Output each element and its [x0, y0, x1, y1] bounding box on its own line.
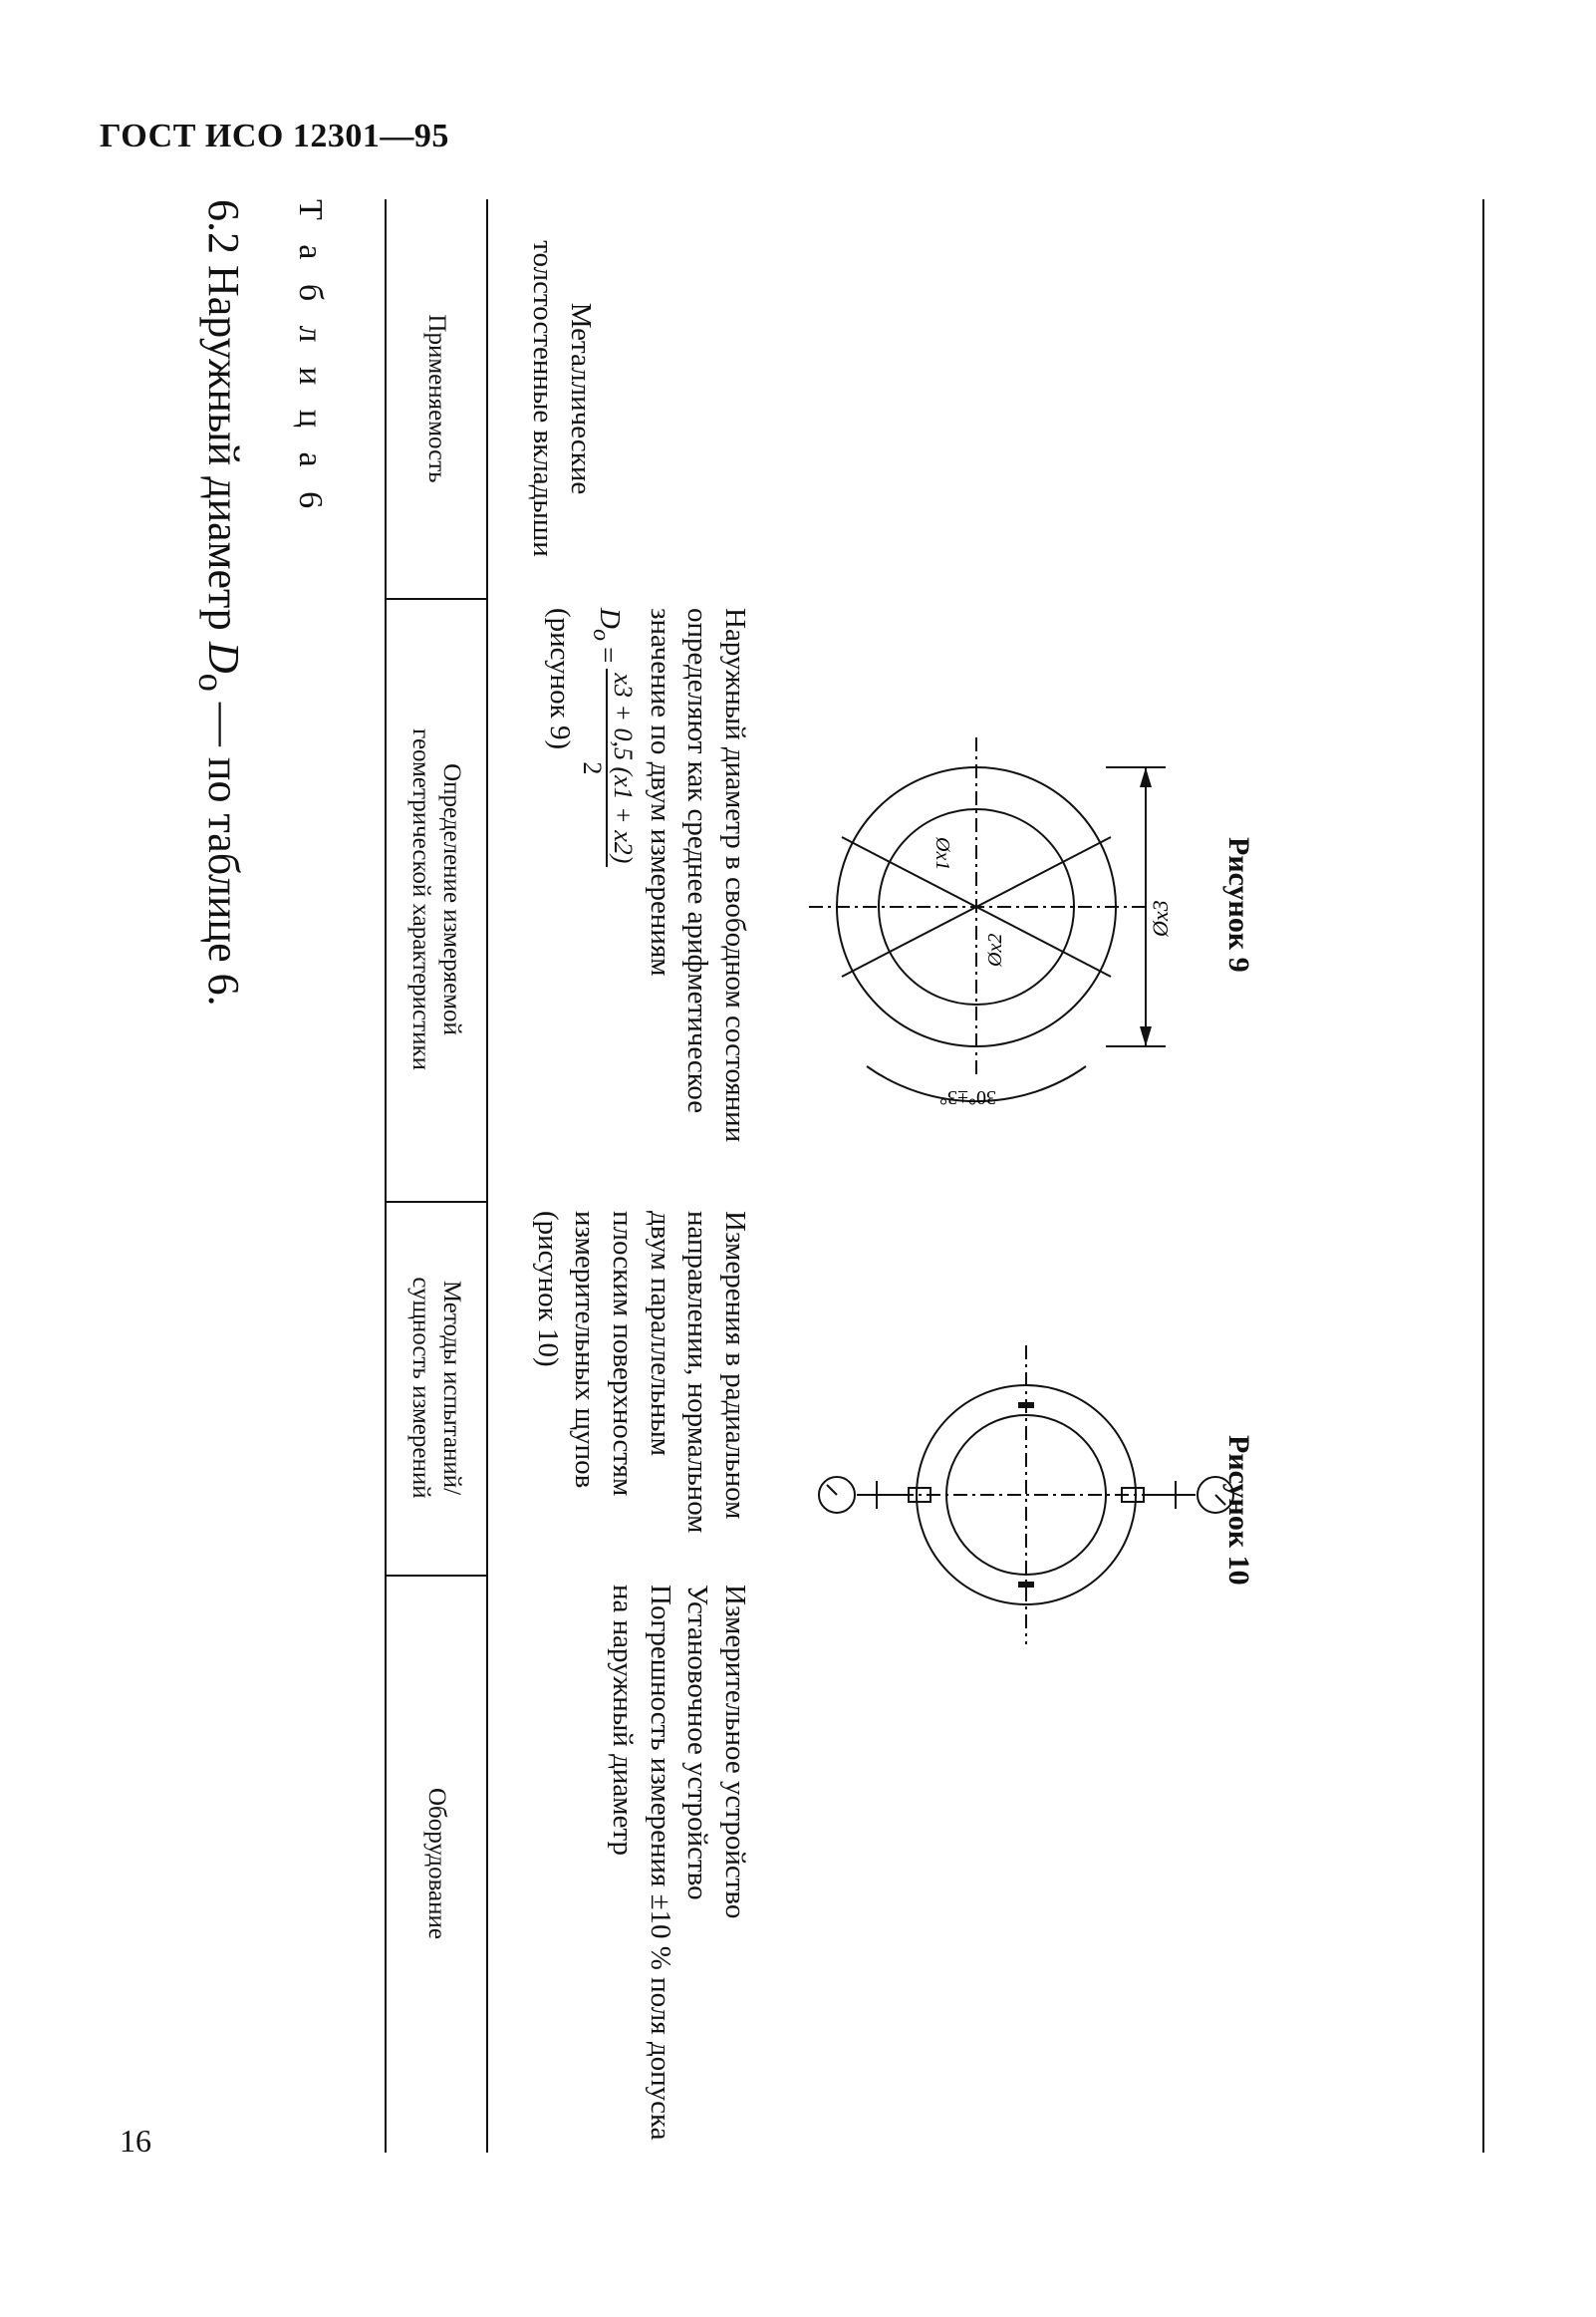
formula-denominator: 2 [578, 761, 608, 775]
dimension-label-x2: Øx2 [984, 933, 1006, 967]
equipment-item: Погрешность измерения ±10 % поля допуска на наружный диаметр [606, 1585, 676, 2141]
cell-method: Измерения в радиальном направлении, нормальном двум параллельным плоским поверхностям измерительных щупов (рисунок 10) [531, 1211, 751, 1534]
dimension-label-x1: Øx1 [931, 837, 953, 871]
section-title-subscript: о [191, 673, 233, 692]
angle-label: 30°±3° [939, 1086, 996, 1108]
figure-9-caption: Рисунок 9 [1222, 837, 1255, 973]
column-header-applicability: Применяемость [422, 314, 450, 483]
definition-reference: (рисунок 9) [543, 608, 576, 750]
figure-10-caption: Рисунок 10 [1222, 1435, 1255, 1586]
figure-10-diagram [797, 1286, 1255, 1704]
formula: $D_o$ = x3 + 0,5 (x1 + x2) 2 [578, 608, 637, 1191]
section-title [190, 199, 249, 1007]
section-title-prefix: 6.2 Наружный диаметр [199, 199, 248, 642]
data-table [385, 199, 1484, 2153]
dimension-label-x3: Øx3 [1148, 900, 1173, 937]
equipment-item: Измерительное устройство [719, 1585, 751, 1919]
formula-numerator: x3 + 0,5 (x1 + x2) [606, 669, 637, 867]
page-number: 16 [120, 2123, 151, 2159]
section-title-symbol: D [199, 641, 248, 674]
column-header-method: Методы испытаний/ сущность измерений [407, 1277, 466, 1499]
column-header-definition: Определение измеряемой геометрической характеристики [407, 728, 466, 1070]
section-title-suffix: — по таблице 6. [199, 691, 248, 1007]
formula-fraction [578, 669, 637, 867]
rotated-table-region [90, 199, 1484, 2153]
formula-lhs: $D_o$ [588, 608, 627, 642]
cell-equipment [498, 1575, 757, 2153]
column-header-equipment: Оборудование [422, 1787, 450, 1939]
figure-9-diagram [767, 638, 1186, 1176]
equipment-item: Установочное устройство [681, 1585, 714, 1900]
definition-text: Наружный диаметр в свободном состоянии определяют как среднее арифметическое значение по двум измерениям [644, 608, 751, 1143]
table-top-border [1482, 199, 1484, 2153]
cell-definition [498, 598, 757, 1201]
document-header: ГОСТ ИСО 12301—95 [100, 118, 449, 154]
cell-applicability: Металлические толстостенные вкладыши [527, 240, 597, 557]
table-label: Т а б л и ц а 6 [292, 199, 329, 517]
